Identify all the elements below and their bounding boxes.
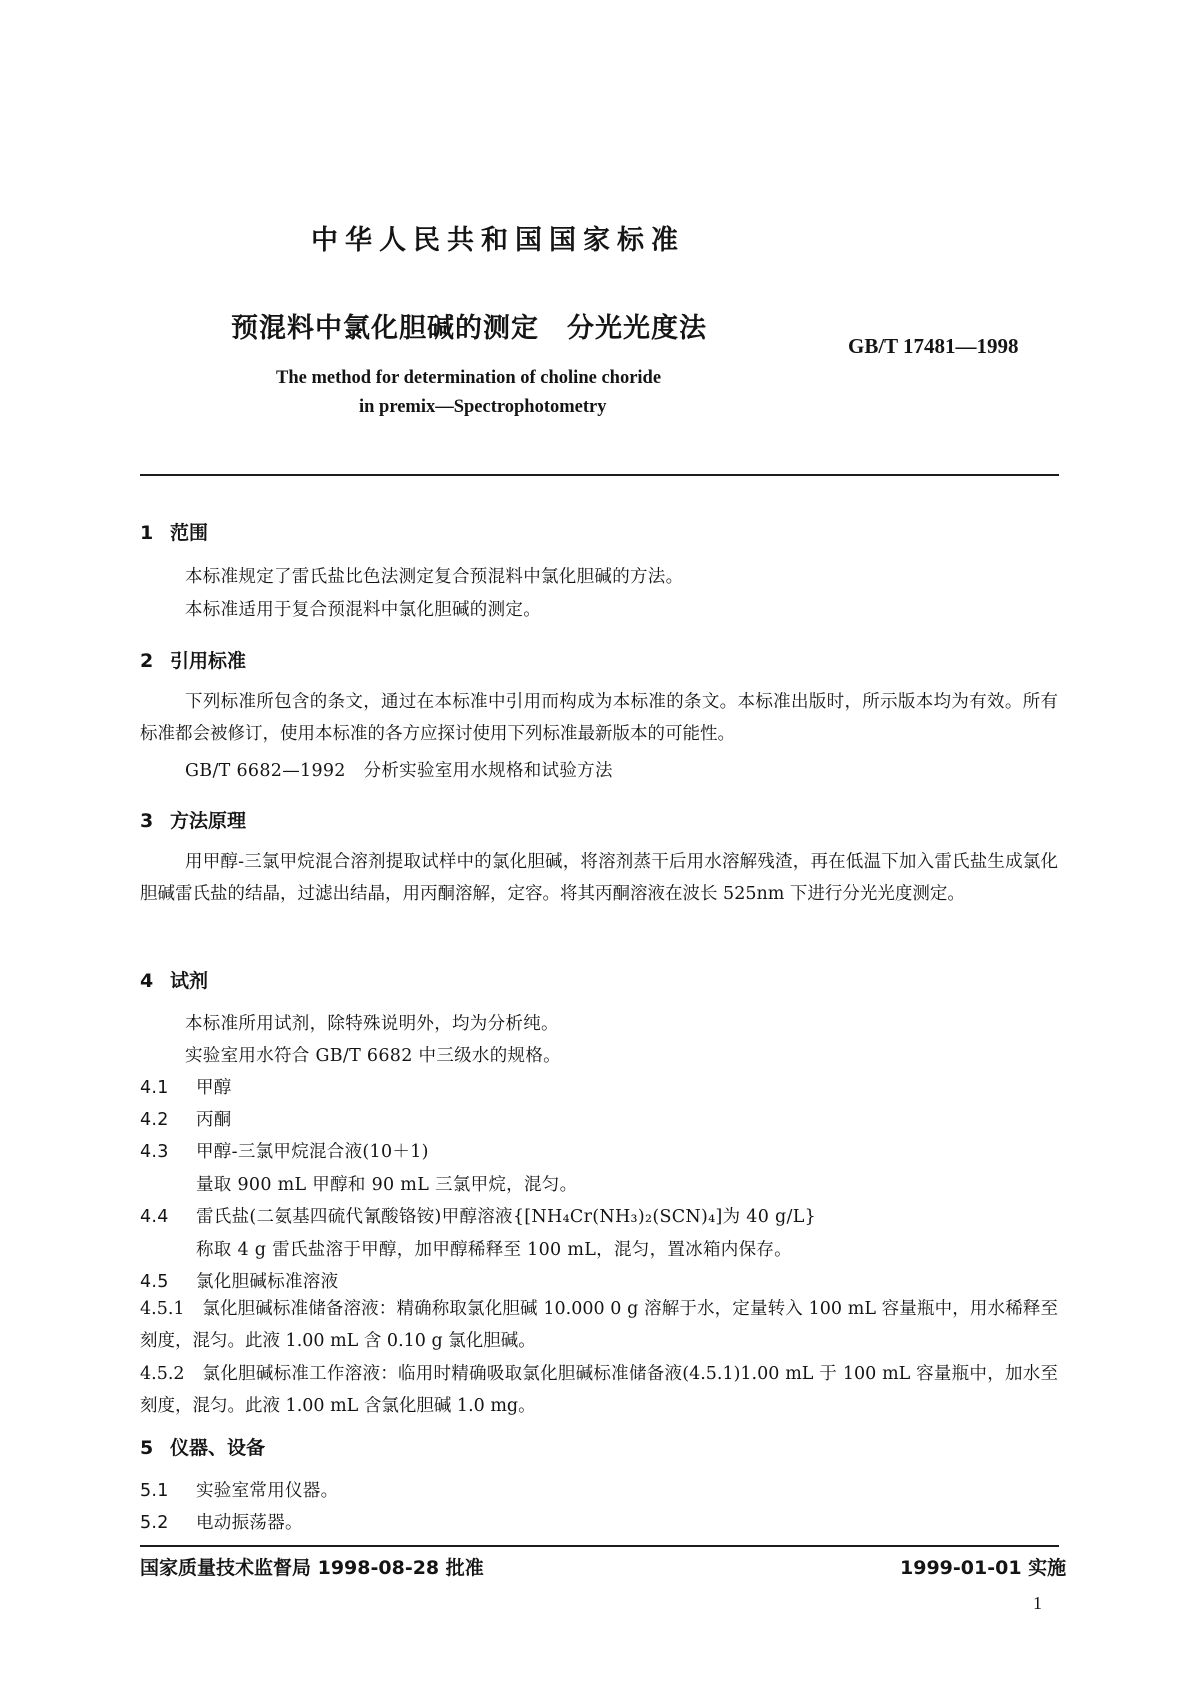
section-1-heading [140, 518, 208, 545]
section-2-paragraph: 下列标准所包含的条文，通过在本标准中引用而构成为本标准的条文。本标准出版时，所示版本均为有效。所有标准都会被修订，使用本标准的各方应探讨使用下列标准最新版本的可能性。 [140, 692, 1058, 744]
document-title-zh: 预混料中氯化胆碱的测定 分光光度法 [231, 313, 707, 344]
reagent-item-4-5-1: 4.5.1 氯化胆碱标准储备溶液：精确称取氯化胆碱 10.000 0 g 溶解于水，定量转入 100 mL 容量瓶中，用水稀释至刻度，混匀。此液 1.00 mL 含 0.10 g 氯化胆碱。 [140, 1299, 1058, 1351]
item-text: 电动振荡器。 [196, 1513, 303, 1533]
item-text: 丙酮 [196, 1110, 232, 1130]
section-number: 3 [140, 810, 154, 832]
item-number: 4.3 [140, 1142, 169, 1162]
section-title: 仪器、设备 [170, 1437, 266, 1459]
item-text: 甲醇-三氯甲烷混合液(10＋1) [196, 1142, 429, 1162]
section-number: 4 [140, 970, 154, 992]
standard-type-heading: 中华人民共和国国家标准 [311, 225, 685, 256]
item-number: 4.1 [140, 1078, 169, 1098]
reagent-item-4-4-detail: 称取 4 g 雷氏盐溶于甲醇，加甲醇稀释至 100 mL，混匀，置冰箱内保存。 [196, 1240, 792, 1260]
section-title: 引用标准 [170, 650, 247, 672]
section-3-heading [140, 806, 246, 833]
section-number: 1 [140, 522, 154, 544]
section-5-heading [140, 1433, 265, 1460]
item-number: 4.4 [140, 1207, 169, 1227]
item-text: 甲醇 [196, 1078, 232, 1098]
item-text: 雷氏盐(二氨基四硫代氰酸铬铵)甲醇溶液{[NH₄Cr(NH₃)₂(SCN)₄]为 40 g/L} [196, 1207, 817, 1227]
section-number: 2 [140, 650, 154, 672]
section-2-reference: GB/T 6682—1992 分析实验室用水规格和试验方法 [185, 761, 613, 781]
section-title: 范围 [170, 522, 209, 544]
section-4-heading [140, 966, 208, 993]
reagent-item-4-5-2: 4.5.2 氯化胆碱标准工作溶液：临用时精确吸取氯化胆碱标准储备液(4.5.1)1.00 mL 于 100 mL 容量瓶中，加水至刻度，混匀。此液 1.00 mL 含氯化胆碱 1.0 mg。 [140, 1364, 1058, 1416]
footer-divider [140, 1545, 1059, 1547]
item-text: 实验室常用仪器。 [196, 1481, 339, 1501]
reagent-item-4-3-detail: 量取 900 mL 甲醇和 90 mL 三氯甲烷，混匀。 [196, 1175, 578, 1195]
reagent-item-4-3 [140, 1138, 429, 1163]
equipment-item-5-1 [140, 1477, 338, 1502]
reagent-item-4-2 [140, 1106, 232, 1131]
item-number: 5.1 [140, 1481, 169, 1501]
section-4-paragraph-1: 本标准所用试剂，除特殊说明外，均为分析纯。 [185, 1014, 559, 1034]
item-number: 4.5 [140, 1272, 169, 1292]
page-number: 1 [1033, 1593, 1042, 1613]
effective-date: 1999-01-01 实施 [900, 1557, 1067, 1579]
header-divider [140, 474, 1059, 476]
section-2-heading [140, 646, 246, 673]
section-4-paragraph-2: 实验室用水符合 GB/T 6682 中三级水的规格。 [185, 1046, 561, 1066]
item-number: 4.2 [140, 1110, 169, 1130]
section-1-paragraph-2: 本标准适用于复合预混料中氯化胆碱的测定。 [185, 600, 541, 620]
item-text: 氯化胆碱标准溶液 [196, 1272, 339, 1292]
approval-note: 国家质量技术监督局 1998-08-28 批准 [140, 1557, 484, 1579]
reagent-item-4-5 [140, 1268, 338, 1293]
section-3-paragraph: 用甲醇-三氯甲烷混合溶剂提取试样中的氯化胆碱，将溶剂蒸干后用水溶解残渣，再在低温下加入雷氏盐生成氯化胆碱雷氏盐的结晶，过滤出结晶，用丙酮溶解，定容。将其丙酮溶液在波长 525nm 下进行分光光度测定。 [140, 852, 1058, 904]
item-number: 5.2 [140, 1513, 169, 1533]
standard-code: GB/T 17481—1998 [848, 334, 1019, 358]
section-number: 5 [140, 1437, 154, 1459]
document-title-en-line1: The method for determination of choline choride [276, 368, 662, 388]
equipment-item-5-2 [140, 1509, 303, 1534]
section-title: 试剂 [170, 970, 209, 992]
section-1-paragraph-1: 本标准规定了雷氏盐比色法测定复合预混料中氯化胆碱的方法。 [185, 567, 684, 587]
document-title-en-line2: in premix—Spectrophotometry [359, 397, 607, 417]
reagent-item-4-4 [140, 1203, 816, 1228]
section-title: 方法原理 [170, 810, 247, 832]
reagent-item-4-1 [140, 1074, 232, 1099]
